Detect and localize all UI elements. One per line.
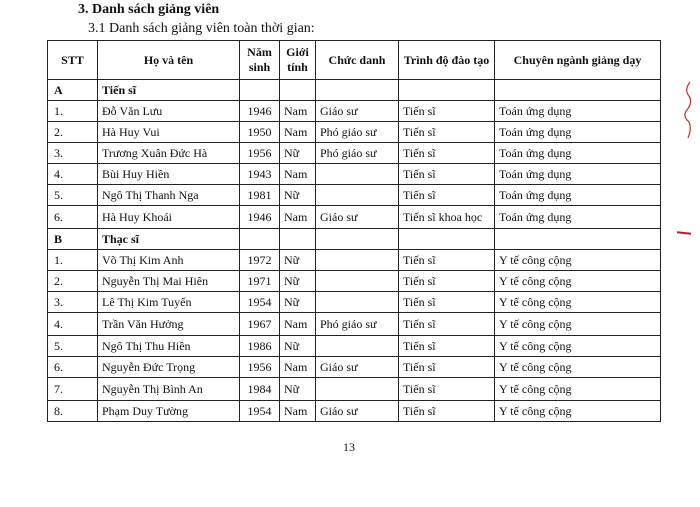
row-stt: 4. bbox=[48, 313, 98, 336]
row-major: Y tế công cộng bbox=[495, 357, 661, 378]
lecturer-table bbox=[47, 40, 661, 422]
section-label: Thạc sĩ bbox=[98, 229, 240, 250]
section-a-body bbox=[48, 80, 661, 229]
row-birth-year: 1950 bbox=[240, 122, 280, 143]
row-birth-year: 1967 bbox=[240, 313, 280, 336]
row-major: Y tế công cộng bbox=[495, 401, 661, 422]
row-degree: Tiến sĩ bbox=[399, 292, 495, 313]
row-title bbox=[316, 292, 399, 313]
table-row bbox=[48, 357, 661, 378]
row-degree: Tiến sĩ bbox=[399, 164, 495, 185]
row-birth-year: 1943 bbox=[240, 164, 280, 185]
row-stt: 6. bbox=[48, 206, 98, 229]
section-b-body bbox=[48, 229, 661, 422]
row-name: Nguyễn Thị Bình An bbox=[98, 378, 240, 401]
table-row bbox=[48, 143, 661, 164]
section-code: A bbox=[48, 80, 98, 101]
row-gender: Nữ bbox=[280, 271, 316, 292]
margin-scribble bbox=[680, 80, 694, 140]
table-row bbox=[48, 401, 661, 422]
row-stt: 3. bbox=[48, 143, 98, 164]
row-major: Y tế công cộng bbox=[495, 271, 661, 292]
row-degree: Tiến sĩ bbox=[399, 101, 495, 122]
row-name: Nguyễn Thị Mai Hiên bbox=[98, 271, 240, 292]
section-code: B bbox=[48, 229, 98, 250]
table-row bbox=[48, 101, 661, 122]
row-title: Giáo sư bbox=[316, 401, 399, 422]
row-gender: Nam bbox=[280, 164, 316, 185]
row-title bbox=[316, 185, 399, 206]
row-stt: 5. bbox=[48, 185, 98, 206]
row-major: Toán ứng dụng bbox=[495, 122, 661, 143]
row-name: Hà Huy Khoái bbox=[98, 206, 240, 229]
row-title bbox=[316, 336, 399, 357]
row-stt: 2. bbox=[48, 271, 98, 292]
row-stt: 8. bbox=[48, 401, 98, 422]
row-title bbox=[316, 250, 399, 271]
row-birth-year: 1946 bbox=[240, 206, 280, 229]
row-major: Toán ứng dụng bbox=[495, 206, 661, 229]
row-title: Phó giáo sư bbox=[316, 313, 399, 336]
row-major: Y tế công cộng bbox=[495, 313, 661, 336]
row-major: Toán ứng dụng bbox=[495, 143, 661, 164]
table-row bbox=[48, 378, 661, 401]
row-major: Y tế công cộng bbox=[495, 292, 661, 313]
row-name: Hà Huy Vui bbox=[98, 122, 240, 143]
table-row bbox=[48, 271, 661, 292]
table-row bbox=[48, 164, 661, 185]
row-title: Phó giáo sư bbox=[316, 122, 399, 143]
row-degree: Tiến sĩ bbox=[399, 185, 495, 206]
table-row bbox=[48, 122, 661, 143]
row-title: Giáo sư bbox=[316, 206, 399, 229]
row-birth-year: 1984 bbox=[240, 378, 280, 401]
row-birth-year: 1986 bbox=[240, 336, 280, 357]
row-title: Phó giáo sư bbox=[316, 143, 399, 164]
row-major: Toán ứng dụng bbox=[495, 164, 661, 185]
table-row bbox=[48, 185, 661, 206]
row-name: Đỗ Văn Lưu bbox=[98, 101, 240, 122]
row-stt: 2. bbox=[48, 122, 98, 143]
row-gender: Nữ bbox=[280, 143, 316, 164]
row-gender: Nữ bbox=[280, 185, 316, 206]
row-degree: Tiến sĩ bbox=[399, 122, 495, 143]
page-number: 13 bbox=[343, 440, 355, 454]
margin-pen-mark bbox=[677, 231, 691, 234]
row-degree: Tiến sĩ khoa học bbox=[399, 206, 495, 229]
row-birth-year: 1956 bbox=[240, 143, 280, 164]
row-major: Y tế công cộng bbox=[495, 378, 661, 401]
row-name: Trương Xuân Đức Hà bbox=[98, 143, 240, 164]
row-gender: Nam bbox=[280, 101, 316, 122]
row-degree: Tiến sĩ bbox=[399, 401, 495, 422]
row-gender: Nam bbox=[280, 357, 316, 378]
table-row bbox=[48, 313, 661, 336]
section-row bbox=[48, 229, 661, 250]
row-stt: 4. bbox=[48, 164, 98, 185]
header-gender: Giới tính bbox=[280, 41, 316, 80]
row-stt: 6. bbox=[48, 357, 98, 378]
section-label: Tiến sĩ bbox=[98, 80, 240, 101]
row-degree: Tiến sĩ bbox=[399, 357, 495, 378]
table-row bbox=[48, 292, 661, 313]
row-title: Giáo sư bbox=[316, 101, 399, 122]
row-gender: Nam bbox=[280, 122, 316, 143]
table-header-row bbox=[48, 41, 661, 80]
row-stt: 5. bbox=[48, 336, 98, 357]
row-gender: Nam bbox=[280, 401, 316, 422]
row-stt: 3. bbox=[48, 292, 98, 313]
row-title bbox=[316, 164, 399, 185]
row-degree: Tiến sĩ bbox=[399, 271, 495, 292]
subsection-heading: 3.1 Danh sách giảng viên toàn thời gian: bbox=[88, 21, 315, 36]
row-name: Võ Thị Kim Anh bbox=[98, 250, 240, 271]
row-name: Trần Văn Hưởng bbox=[98, 313, 240, 336]
row-gender: Nữ bbox=[280, 250, 316, 271]
header-major: Chuyên ngành giảng dạy bbox=[495, 41, 661, 80]
row-birth-year: 1971 bbox=[240, 271, 280, 292]
row-major: Y tế công cộng bbox=[495, 336, 661, 357]
row-degree: Tiến sĩ bbox=[399, 250, 495, 271]
row-birth-year: 1954 bbox=[240, 401, 280, 422]
row-degree: Tiến sĩ bbox=[399, 378, 495, 401]
table-row bbox=[48, 206, 661, 229]
row-title bbox=[316, 378, 399, 401]
row-title: Giáo sư bbox=[316, 357, 399, 378]
row-degree: Tiến sĩ bbox=[399, 143, 495, 164]
row-major: Toán ứng dụng bbox=[495, 101, 661, 122]
row-name: Lê Thị Kim Tuyến bbox=[98, 292, 240, 313]
header-degree: Trình độ đào tạo bbox=[399, 41, 495, 80]
row-name: Phạm Duy Tường bbox=[98, 401, 240, 422]
row-name: Nguyễn Đức Trọng bbox=[98, 357, 240, 378]
row-name: Ngô Thị Thanh Nga bbox=[98, 185, 240, 206]
header-stt: STT bbox=[48, 41, 98, 80]
row-gender: Nam bbox=[280, 313, 316, 336]
header-title: Chức danh bbox=[316, 41, 399, 80]
row-stt: 1. bbox=[48, 101, 98, 122]
row-birth-year: 1946 bbox=[240, 101, 280, 122]
row-stt: 1. bbox=[48, 250, 98, 271]
header-birth-year: Năm sinh bbox=[240, 41, 280, 80]
table-row bbox=[48, 250, 661, 271]
row-birth-year: 1956 bbox=[240, 357, 280, 378]
row-gender: Nữ bbox=[280, 292, 316, 313]
section-heading: 3. Danh sách giảng viên bbox=[78, 2, 220, 17]
row-gender: Nam bbox=[280, 206, 316, 229]
table-row bbox=[48, 336, 661, 357]
row-birth-year: 1954 bbox=[240, 292, 280, 313]
row-degree: Tiến sĩ bbox=[399, 313, 495, 336]
row-stt: 7. bbox=[48, 378, 98, 401]
row-major: Y tế công cộng bbox=[495, 250, 661, 271]
row-name: Bùi Huy Hiền bbox=[98, 164, 240, 185]
section-row bbox=[48, 80, 661, 101]
row-gender: Nữ bbox=[280, 336, 316, 357]
row-birth-year: 1972 bbox=[240, 250, 280, 271]
row-gender: Nữ bbox=[280, 378, 316, 401]
header-name: Họ và tên bbox=[98, 41, 240, 80]
row-birth-year: 1981 bbox=[240, 185, 280, 206]
row-degree: Tiến sĩ bbox=[399, 336, 495, 357]
row-title bbox=[316, 271, 399, 292]
row-major: Toán ứng dụng bbox=[495, 185, 661, 206]
row-name: Ngô Thị Thu Hiền bbox=[98, 336, 240, 357]
